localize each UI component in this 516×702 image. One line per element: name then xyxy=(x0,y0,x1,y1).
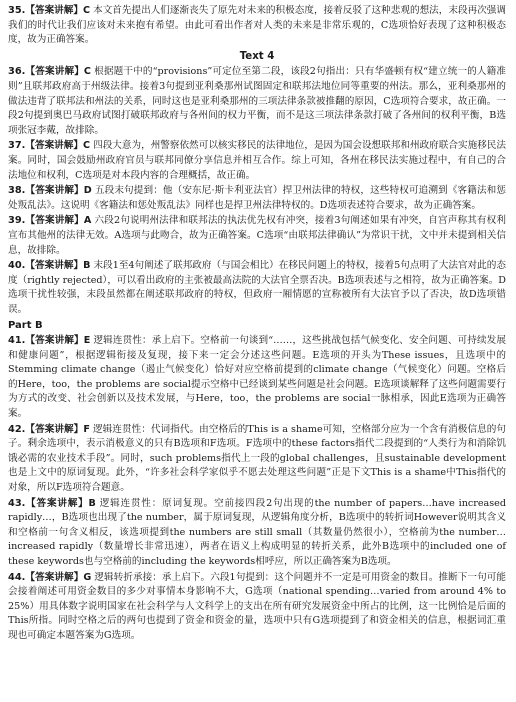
answer-tag: 【答案讲解】E xyxy=(25,335,91,347)
answer-tag: 【答案讲解】A xyxy=(25,215,92,227)
question-number: 44. xyxy=(8,571,26,583)
explanation-text: 六段2句说明州法律和联邦法的执法优先权有冲突，接着3句阐述如果有冲突，自宫声称其有权利宣布其他州的法律无效。A选项与此吻合，故为正确答案。C选项“由联邦法律确认”为常识干扰，文中并未提到相关信息，故排除。 xyxy=(8,215,506,256)
answer-item-35 xyxy=(8,4,506,48)
answer-tag: 【答案讲解】C xyxy=(25,5,91,16)
answer-item-41 xyxy=(8,334,506,422)
explanation-text: 逻辑转折承接：承上启下。六段1句提到：这个问题并不一定是可用资金的数目。推断下一句可能会接着阐述可用资金数目的多少对事情本身影响不大，G选项（national spending…varied from around 4% to 25%）用具体数字说明国家在社会科学与人文科学上的支出在所有研究发展资金中所占的比例，这一比例恰是后面的This所指。同时空格之后的两句也提到了资金和资金的量，选项中只有G选项提到了和资金相关的信息，根据词汇重现也可确定本题答案为G选项。 xyxy=(8,571,506,641)
explanation-text: 五段末句提到：他（安东尼·斯卡利亚法官）捍卫州法律的特权，这些特权可追溯到《客籍法和惩处叛乱法》。这说明《客籍法和惩处叛乱法》同样也是捍卫州法律特权的。D选项表述符合要求，故为正确答案。 xyxy=(8,185,506,211)
answer-item-43 xyxy=(8,497,506,570)
explanation-text: 逻辑连贯性：原词复现。空前接四段2句出现的the number of papers…have increased rapidly…，B选项也出现了the number，属于原词复现，从逻辑角度分析，B选项中的转折词However说明其含义和空格前一句含义相反，该选项提到the numbers are still small（其数量仍然很小），空格前为the number…increased rapidly（数量增长非常迅速），两者在语义上构成明显的转折关系，此外B选项中的included one of these keywords也与空格前的including the keywords相呼应，所以正确答案为B选项。 xyxy=(8,497,506,567)
section-title: Text 4 xyxy=(239,50,275,62)
answer-item-40 xyxy=(8,259,506,317)
question-number: 35. xyxy=(8,5,26,16)
answer-tag: 【答案讲解】B xyxy=(25,497,96,509)
answer-item-42 xyxy=(8,423,506,496)
question-number: 38. xyxy=(8,185,26,197)
question-number: 40. xyxy=(8,260,26,272)
explanation-text: 根据题干中的“provisions”可定位至第二段，该段2句指出：只有华盛顿有权“建立统一的人籍准则”且联邦政府高于州级法律。接着3句提到亚利桑那州试图固定和联邦法地位同等重要的州法。那么，亚利桑那州的做法违背了联邦法和州法的关系，同时这也是亚利桑那州的三项法律条款被推翻的原因，C选项符合要求，故正确。一段2句提到奥巴马政府试图打破联邦政府与各州间的权力平衡，而不是这三项法律条款打破了各州间的权利平衡，B选项张冠李戴，故排除。 xyxy=(8,66,506,136)
part-title: Part B xyxy=(8,320,43,332)
answer-tag: 【答案讲解】C xyxy=(25,140,91,152)
question-number: 39. xyxy=(8,215,26,227)
answer-item-36 xyxy=(8,65,506,138)
answer-item-44 xyxy=(8,571,506,644)
question-number: 36. xyxy=(8,66,26,78)
explanation-text: 四段大意为，州警察依然可以核实移民的法律地位，是因为国会设想联邦和州政府联合实施移民法案。同时，国会鼓励州政府官员与联邦同僚分享信息并相互合作。综上可知，各州在移民法实施过程中，有自己的合法地位和权利，C选项是对本段内容的合理概括，故正确。 xyxy=(8,140,506,181)
question-number: 43. xyxy=(8,497,26,509)
answer-tag: 【答案讲解】F xyxy=(25,423,90,435)
answer-item-39 xyxy=(8,214,506,258)
question-number: 42. xyxy=(8,423,26,435)
answer-tag: 【答案讲解】G xyxy=(25,571,92,583)
answer-item-37 xyxy=(8,139,506,183)
question-number: 37. xyxy=(8,140,26,152)
answer-tag: 【答案讲解】B xyxy=(25,260,91,272)
explanation-text: 本文首先提出人们逐渐丧失了原先对未来的积极态度，接着反驳了这种悲观的想法，末段再次强调我们的时代让我们应该对未来抱有希望。由此可看出作者对人类的未来是非常乐观的，C选项恰好表现了这种积极态度，故为正确答案。 xyxy=(8,5,506,46)
explanation-text: 末段1至4句阐述了联邦政府（与国会相比）在移民问题上的特权，接着5句点明了大法官对此的态度（rightly rejected），可以看出政府的主张被最高法院的大法官全票否决。B选项表述与之相符，故为正确答案。D选项干扰性较强，末段虽然都在阐述联邦政府的特权，但政府一厢情愿的宣称被所有大法官予以了否决，故D选项错误。 xyxy=(8,260,506,315)
answer-tag: 【答案讲解】C xyxy=(25,66,91,78)
explanation-text: 逻辑连贯性：承上启下。空格前一句谈到“……，这些挑战包括气候变化、安全问题、可持续发展和健康问题”，根据逻辑衔接及复现，接下来一定会分述这些问题。E选项的开头为These issues，且选项中的Stemming climate change（遏止气候变化）恰好对应空格前提到的climate change（气候变化）问题。空格后的Here，too，the problems are social提示空格中已经谈到某些问题是社会问题。E选项谈解释了这些问题需要行为方式的改变、社会创新以及技术发展，与Here，too，the problems are social一脉相承，因此E选项为正确答案。 xyxy=(8,335,506,420)
answer-item-38 xyxy=(8,184,506,213)
answer-tag: 【答案讲解】D xyxy=(25,185,92,197)
explanation-text: 逻辑连贯性：代词指代。由空格后的This is a shame可知，空格部分应为一个含有消极信息的句子。剩余选项中，表示消极意义的只有B选项和F选项。F选项中的these factors指代二段提到的“人类行为和消除饥饿必需的农业技术手段”。同时，such problems指代上一段的global challenges，且sustainable development也是上文中的原词复现。此外，“许多社会科学家似乎不愿去处理这些问题”正是下文This is a shame中This指代的对象，所以F选项符合题意。 xyxy=(8,423,506,493)
question-number: 41. xyxy=(8,335,26,347)
